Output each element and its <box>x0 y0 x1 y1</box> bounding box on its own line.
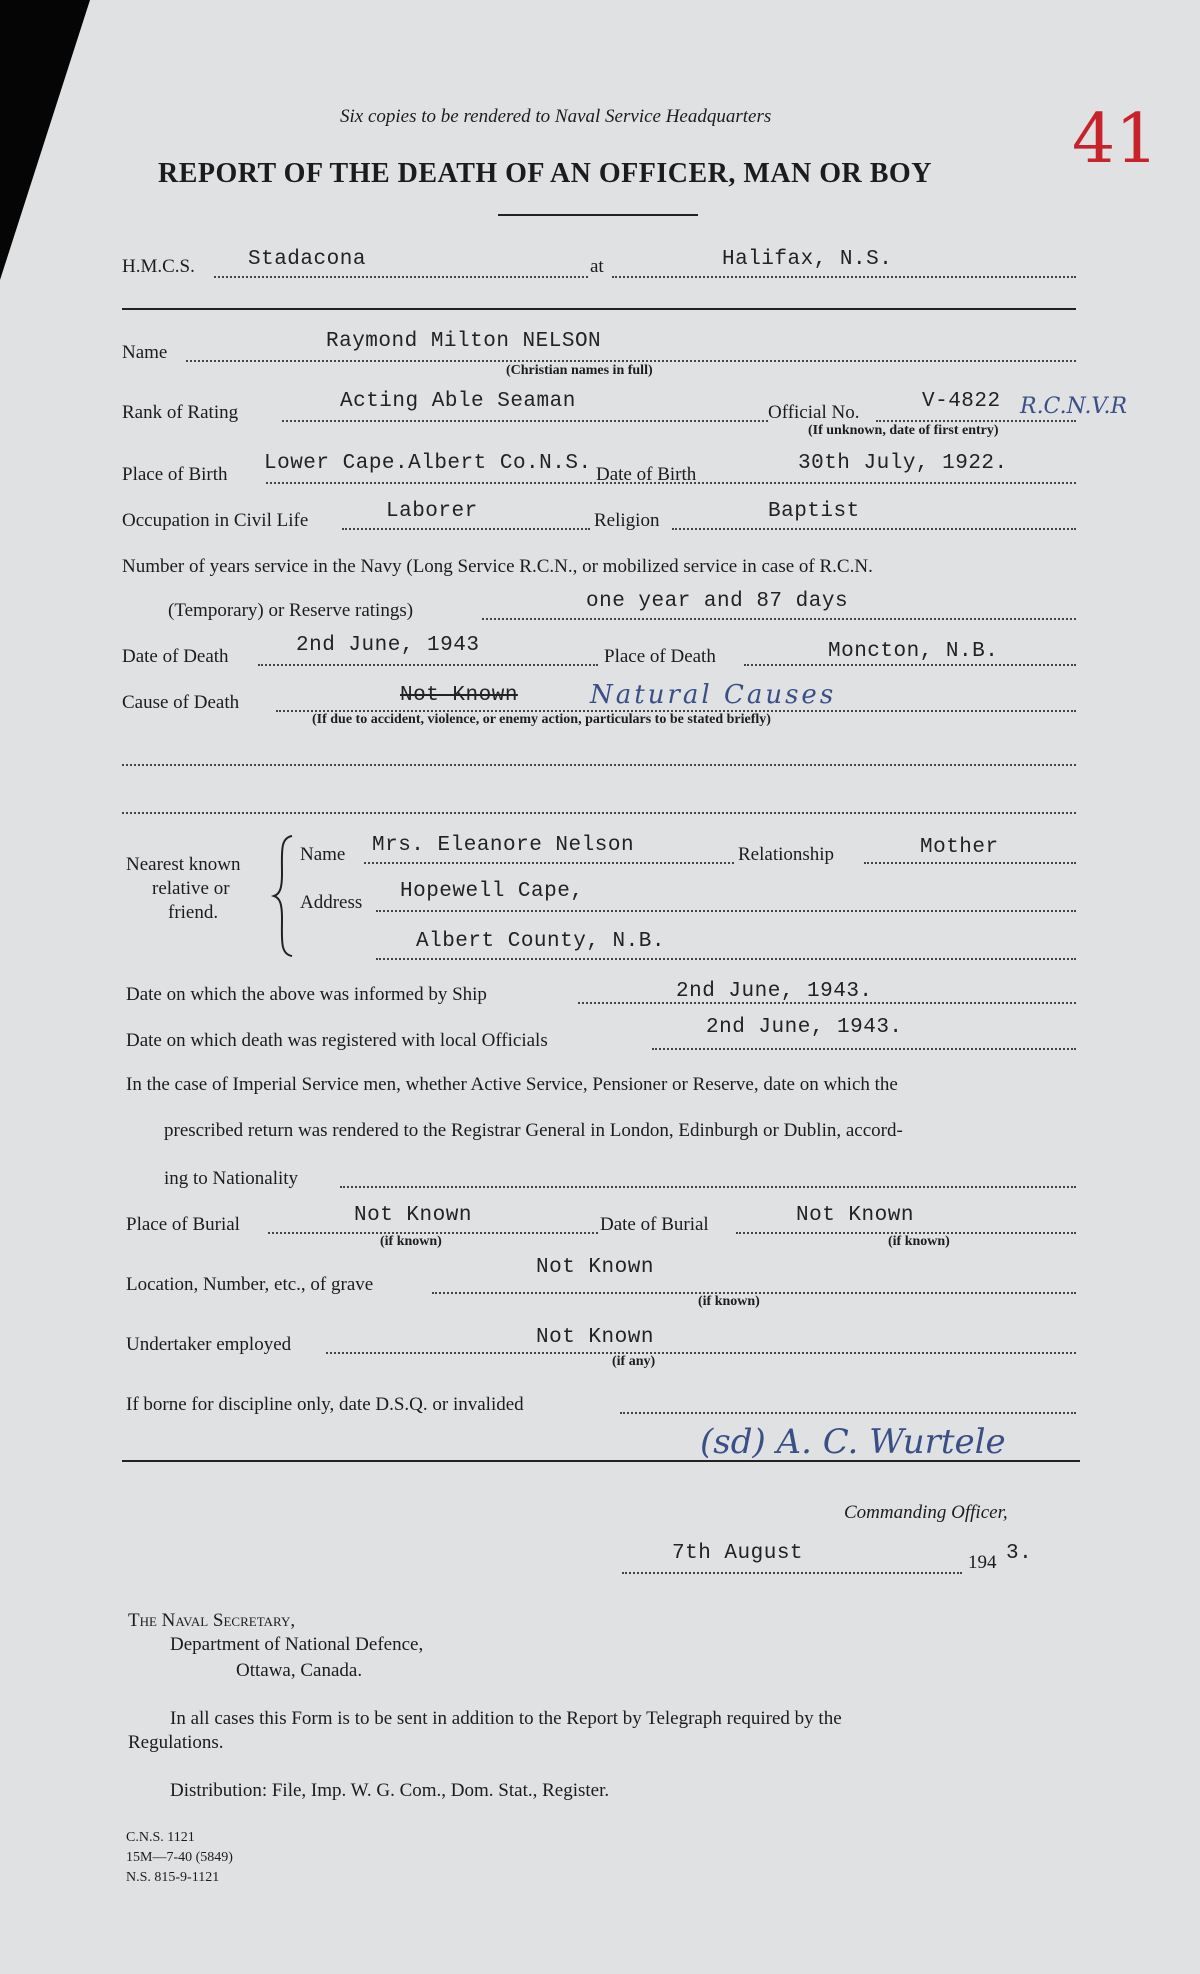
relative-name-line <box>364 862 734 864</box>
nearest-label-2: relative or <box>152 878 230 899</box>
registered-label: Date on which death was registered with local Officials <box>126 1030 548 1051</box>
imperial-line <box>340 1186 1076 1188</box>
in-all-cases-2: Regulations. <box>128 1732 224 1753</box>
city: Ottawa, Canada. <box>236 1660 363 1681</box>
blank-line-2 <box>122 812 1076 814</box>
name-line <box>186 360 1076 362</box>
sign-date-value: 7th August <box>672 1542 804 1565</box>
date-of-birth-label: Date of Birth <box>596 464 697 485</box>
at-value: Halifax, N.S. <box>722 248 893 271</box>
distribution: Distribution: File, Imp. W. G. Com., Dom. Stat., Register. <box>170 1780 610 1801</box>
years-service-value: one year and 87 days <box>586 590 849 613</box>
relationship-line <box>864 862 1076 864</box>
naval-secretary: The Naval Secretary, <box>128 1610 296 1631</box>
occupation-value: Laborer <box>386 500 478 523</box>
religion-value: Baptist <box>768 500 860 523</box>
location-grave-value: Not Known <box>536 1256 654 1279</box>
occupation-label: Occupation in Civil Life <box>122 510 309 531</box>
sign-date-line <box>622 1572 962 1574</box>
undertaker-value: Not Known <box>536 1326 654 1349</box>
years-service-label-2: (Temporary) or Reserve ratings) <box>168 600 414 621</box>
hmcs-line <box>214 276 588 278</box>
undertaker-if-any: (if any) <box>612 1354 656 1369</box>
imperial-label-1: In the case of Imperial Service men, whether Active Service, Pensioner or Reserve, date on which the <box>126 1074 898 1095</box>
date-of-birth-value: 30th July, 1922. <box>798 452 1008 475</box>
at-label: at <box>590 256 604 277</box>
relationship-label: Relationship <box>738 844 835 865</box>
blank-line-1 <box>122 764 1076 766</box>
form-title: REPORT OF THE DEATH OF AN OFFICER, MAN OR BOY <box>158 158 932 189</box>
year-prefix: 194 <box>968 1552 997 1573</box>
official-no-value: V-4822 <box>922 390 1001 413</box>
location-grave-label: Location, Number, etc., of grave <box>126 1274 374 1295</box>
dsq-label: If borne for discipline only, date D.S.Q. or invalided <box>126 1394 524 1415</box>
brace-icon <box>270 834 300 958</box>
place-burial-if-known: (if known) <box>380 1234 442 1249</box>
divider-bottom <box>122 1460 1080 1462</box>
date-of-burial-value: Not Known <box>796 1204 914 1227</box>
date-of-death-line <box>258 664 598 666</box>
year-suffix: 3. <box>1006 1542 1033 1565</box>
signature: (sd) A. C. Wurtele <box>700 1422 1006 1462</box>
official-no-handwritten: R.C.N.V.R <box>1020 394 1128 419</box>
years-service-line <box>482 618 1076 620</box>
relative-name-label: Name <box>300 844 346 865</box>
commanding-officer-label: Commanding Officer, <box>844 1502 1008 1523</box>
informed-value: 2nd June, 1943. <box>676 980 873 1003</box>
in-all-cases-1: In all cases this Form is to be sent in addition to the Report by Telegraph required by the <box>170 1708 842 1729</box>
place-of-death-label: Place of Death <box>604 646 716 667</box>
place-of-death-value: Moncton, N.B. <box>828 640 999 663</box>
date-burial-if-known: (if known) <box>888 1234 950 1249</box>
cause-of-death-label: Cause of Death <box>122 692 240 713</box>
relative-name-value: Mrs. Eleanore Nelson <box>372 834 635 857</box>
hmcs-value: Stadacona <box>248 248 366 271</box>
nearest-label-3: friend. <box>168 902 219 923</box>
department: Department of National Defence, <box>170 1634 424 1655</box>
dsq-line <box>620 1412 1076 1414</box>
code-1: C.N.S. 1121 <box>126 1830 195 1845</box>
registered-value: 2nd June, 1943. <box>706 1016 903 1039</box>
relationship-value: Mother <box>920 836 999 859</box>
official-no-label: Official No. <box>768 402 860 423</box>
address-line-2 <box>376 958 1076 960</box>
code-2: 15M—7-40 (5849) <box>126 1850 233 1865</box>
place-of-burial-value: Not Known <box>354 1204 472 1227</box>
imperial-label-3: ing to Nationality <box>164 1168 299 1189</box>
religion-line <box>672 528 1076 530</box>
copies-note: Six copies to be rendered to Naval Service Headquarters <box>340 106 772 127</box>
date-of-death-label: Date of Death <box>122 646 229 667</box>
years-service-label-1: Number of years service in the Navy (Long Service R.C.N., or mobilized service in case of R.C.N. <box>122 556 873 577</box>
hmcs-label: H.M.C.S. <box>122 256 195 277</box>
at-line <box>612 276 1076 278</box>
name-value: Raymond Milton NELSON <box>326 330 602 353</box>
address-line-1 <box>376 910 1076 912</box>
address-value-2: Albert County, N.B. <box>416 930 665 953</box>
informed-label: Date on which the above was informed by Ship <box>126 984 487 1005</box>
occupation-line <box>342 528 590 530</box>
registered-line <box>652 1048 1076 1050</box>
rank-line <box>282 420 768 422</box>
official-no-line <box>876 420 1076 422</box>
religion-label: Religion <box>594 510 660 531</box>
code-3: N.S. 815-9-1121 <box>126 1870 220 1885</box>
date-of-burial-label: Date of Burial <box>600 1214 709 1235</box>
divider-top <box>122 308 1076 310</box>
cause-note: (If due to accident, violence, or enemy action, particulars to be stated briefly) <box>312 712 771 727</box>
cause-handwritten-value: Natural Causes <box>590 680 837 710</box>
nearest-label-1: Nearest known <box>126 854 241 875</box>
if-unknown-note: (If unknown, date of first entry) <box>808 423 999 438</box>
title-underline <box>498 214 698 216</box>
place-of-birth-value: Lower Cape.Albert Co.N.S. <box>264 452 592 475</box>
undertaker-line <box>326 1352 1076 1354</box>
date-of-death-value: 2nd June, 1943 <box>296 634 480 657</box>
address-label: Address <box>300 892 363 913</box>
address-value-1: Hopewell Cape, <box>400 880 584 903</box>
christian-names-note: (Christian names in full) <box>506 363 653 378</box>
place-of-birth-label: Place of Birth <box>122 464 228 485</box>
imperial-label-2: prescribed return was rendered to the Registrar General in London, Edinburgh or Dublin, accord- <box>164 1120 903 1141</box>
name-label: Name <box>122 342 168 363</box>
place-of-burial-label: Place of Burial <box>126 1214 240 1235</box>
rank-value: Acting Able Seaman <box>340 390 576 413</box>
undertaker-label: Undertaker employed <box>126 1334 292 1355</box>
page-number: 41 <box>1072 100 1159 179</box>
cause-struck-value: Not Known <box>400 684 518 707</box>
rank-label: Rank of Rating <box>122 402 239 423</box>
dark-corner <box>0 0 90 280</box>
location-if-known: (if known) <box>698 1294 760 1309</box>
place-of-death-line <box>744 664 1076 666</box>
